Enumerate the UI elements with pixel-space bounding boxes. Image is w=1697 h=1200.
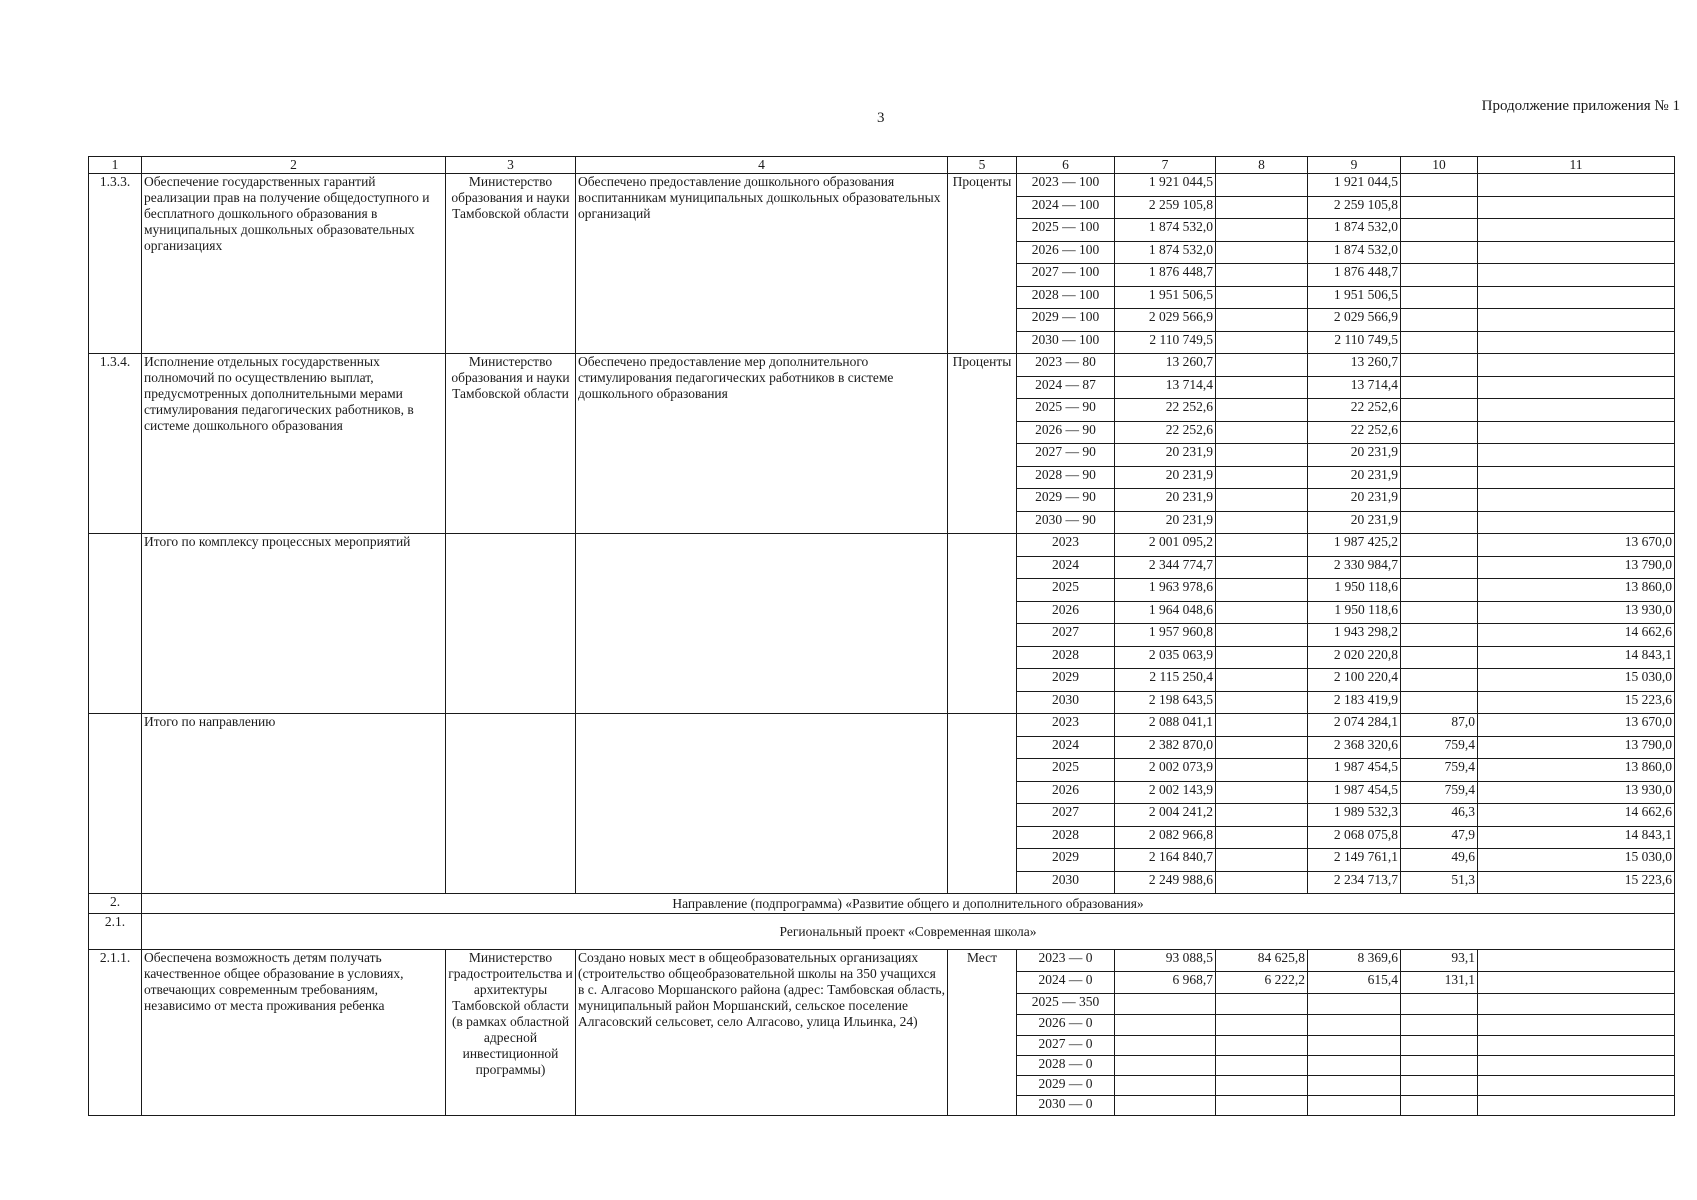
amount-cell	[1401, 489, 1478, 512]
amount-cell: 49,6	[1401, 849, 1478, 872]
year-value: 2030 — 90	[1017, 511, 1115, 534]
section-title: Направление (подпрограмма) «Развитие общего и дополнительного образования»	[142, 894, 1675, 914]
amount-cell: 2 074 284,1	[1308, 714, 1401, 737]
section-code: 2.1.	[89, 914, 142, 950]
amount-cell: 1 874 532,0	[1115, 241, 1216, 264]
year-value: 2029 — 100	[1017, 309, 1115, 332]
amount-cell: 2 259 105,8	[1308, 196, 1401, 219]
amount-cell: 2 382 870,0	[1115, 736, 1216, 759]
amount-cell: 1 950 118,6	[1308, 579, 1401, 602]
item-name: Итого по комплексу процессных мероприятий	[142, 534, 446, 714]
amount-cell	[1478, 399, 1675, 422]
amount-cell	[1216, 759, 1308, 782]
amount-cell	[1478, 950, 1675, 972]
amount-cell	[1115, 1096, 1216, 1116]
amount-cell: 14 843,1	[1478, 826, 1675, 849]
item-unit	[948, 534, 1017, 714]
table-row	[89, 950, 1675, 972]
amount-cell	[1401, 376, 1478, 399]
amount-cell	[1401, 241, 1478, 264]
table-row	[89, 714, 1675, 737]
amount-cell	[1478, 1015, 1675, 1036]
year-value: 2023 — 0	[1017, 950, 1115, 972]
amount-cell	[1401, 691, 1478, 714]
amount-cell	[1216, 781, 1308, 804]
amount-cell	[1401, 1056, 1478, 1076]
amount-cell	[1308, 1036, 1401, 1056]
year-value: 2024 — 87	[1017, 376, 1115, 399]
amount-cell: 1 957 960,8	[1115, 624, 1216, 647]
amount-cell	[1401, 264, 1478, 287]
amount-cell	[1401, 421, 1478, 444]
amount-cell: 1 921 044,5	[1115, 174, 1216, 197]
item-code	[89, 534, 142, 714]
year-value: 2025 — 90	[1017, 399, 1115, 422]
amount-cell	[1216, 556, 1308, 579]
amount-cell: 20 231,9	[1308, 444, 1401, 467]
year-value: 2026 — 0	[1017, 1015, 1115, 1036]
amount-cell	[1478, 489, 1675, 512]
item-unit: Проценты	[948, 174, 1017, 354]
item-name: Итого по направлению	[142, 714, 446, 894]
amount-cell	[1401, 1015, 1478, 1036]
amount-cell: 2 001 095,2	[1115, 534, 1216, 557]
amount-cell: 20 231,9	[1308, 466, 1401, 489]
amount-cell: 15 223,6	[1478, 691, 1675, 714]
year-value: 2023	[1017, 534, 1115, 557]
amount-cell	[1115, 1056, 1216, 1076]
amount-cell	[1216, 354, 1308, 377]
amount-cell	[1216, 174, 1308, 197]
amount-cell	[1115, 1015, 1216, 1036]
amount-cell	[1216, 534, 1308, 557]
amount-cell	[1478, 286, 1675, 309]
item-unit	[948, 714, 1017, 894]
amount-cell: 1 987 454,5	[1308, 781, 1401, 804]
amount-cell: 2 029 566,9	[1308, 309, 1401, 332]
col-header: 4	[576, 157, 948, 174]
section-row	[89, 894, 1675, 914]
amount-cell	[1216, 489, 1308, 512]
amount-cell: 2 368 320,6	[1308, 736, 1401, 759]
amount-cell	[1478, 972, 1675, 994]
item-name: Исполнение отдельных государственных полномочий по осуществлению выплат, предусмотренных дополнительными мерами стимулирования педагогических работников, в системе дошкольного образования	[142, 354, 446, 534]
amount-cell	[1216, 511, 1308, 534]
amount-cell: 14 662,6	[1478, 624, 1675, 647]
item-unit: Мест	[948, 950, 1017, 1116]
year-value: 2023 — 80	[1017, 354, 1115, 377]
col-header: 3	[446, 157, 576, 174]
amount-cell	[1216, 376, 1308, 399]
amount-cell	[1216, 994, 1308, 1015]
item-executor	[446, 714, 576, 894]
amount-cell: 14 843,1	[1478, 646, 1675, 669]
year-value: 2023	[1017, 714, 1115, 737]
amount-cell	[1401, 994, 1478, 1015]
amount-cell	[1308, 994, 1401, 1015]
amount-cell	[1216, 579, 1308, 602]
amount-cell	[1216, 241, 1308, 264]
amount-cell: 1 876 448,7	[1115, 264, 1216, 287]
amount-cell	[1478, 174, 1675, 197]
amount-cell: 46,3	[1401, 804, 1478, 827]
amount-cell	[1308, 1076, 1401, 1096]
col-header: 8	[1216, 157, 1308, 174]
amount-cell	[1216, 444, 1308, 467]
section-row	[89, 914, 1675, 950]
amount-cell	[1216, 264, 1308, 287]
amount-cell	[1308, 1015, 1401, 1036]
amount-cell	[1115, 994, 1216, 1015]
amount-cell	[1216, 601, 1308, 624]
year-value: 2029 — 90	[1017, 489, 1115, 512]
amount-cell: 22 252,6	[1308, 421, 1401, 444]
item-result	[576, 714, 948, 894]
amount-cell	[1478, 466, 1675, 489]
amount-cell	[1478, 309, 1675, 332]
amount-cell	[1401, 556, 1478, 579]
item-executor: Министерство образования и науки Тамбовской области	[446, 174, 576, 354]
year-value: 2026 — 90	[1017, 421, 1115, 444]
amount-cell: 2 115 250,4	[1115, 669, 1216, 692]
item-result: Обеспечено предоставление дошкольного образования воспитанникам муниципальных дошкольных образовательных организаций	[576, 174, 948, 354]
amount-cell: 93,1	[1401, 950, 1478, 972]
amount-cell: 22 252,6	[1115, 421, 1216, 444]
col-header: 1	[89, 157, 142, 174]
amount-cell: 2 259 105,8	[1115, 196, 1216, 219]
amount-cell	[1308, 1056, 1401, 1076]
year-value: 2030 — 0	[1017, 1096, 1115, 1116]
amount-cell	[1216, 691, 1308, 714]
year-value: 2024 — 100	[1017, 196, 1115, 219]
amount-cell	[1115, 1076, 1216, 1096]
col-header: 5	[948, 157, 1017, 174]
amount-cell: 1 874 532,0	[1115, 219, 1216, 242]
amount-cell: 2 164 840,7	[1115, 849, 1216, 872]
amount-cell: 1 874 532,0	[1308, 219, 1401, 242]
year-value: 2023 — 100	[1017, 174, 1115, 197]
item-unit: Проценты	[948, 354, 1017, 534]
item-result: Создано новых мест в общеобразовательных организациях (строительство общеобразовательной школы на 350 учащихся в с. Алгасово Моршанского района (адрес: Тамбовская область, муниципальный район Моршанский, сельское поселение Алгасовский сельсовет, село Алгасово, улица Ильинка, 24)	[576, 950, 948, 1116]
amount-cell	[1401, 331, 1478, 354]
col-header: 9	[1308, 157, 1401, 174]
amount-cell	[1401, 309, 1478, 332]
section-title: Региональный проект «Современная школа»	[142, 914, 1675, 950]
col-header: 2	[142, 157, 446, 174]
amount-cell	[1216, 219, 1308, 242]
amount-cell: 13 260,7	[1115, 354, 1216, 377]
amount-cell	[1216, 714, 1308, 737]
amount-cell	[1216, 646, 1308, 669]
amount-cell	[1216, 1056, 1308, 1076]
amount-cell: 131,1	[1401, 972, 1478, 994]
item-executor: Министерство градостроительства и архитектуры Тамбовской области (в рамках областной адресной инвестиционной программы)	[446, 950, 576, 1116]
year-value: 2029	[1017, 849, 1115, 872]
amount-cell: 2 344 774,7	[1115, 556, 1216, 579]
item-code: 2.1.1.	[89, 950, 142, 1116]
amount-cell: 13 260,7	[1308, 354, 1401, 377]
data-table-container	[88, 156, 1674, 1116]
amount-cell	[1308, 1096, 1401, 1116]
amount-cell	[1478, 1076, 1675, 1096]
year-value: 2028 — 90	[1017, 466, 1115, 489]
amount-cell	[1401, 579, 1478, 602]
item-code: 1.3.3.	[89, 174, 142, 354]
year-value: 2028 — 0	[1017, 1056, 1115, 1076]
year-value: 2029	[1017, 669, 1115, 692]
year-value: 2029 — 0	[1017, 1076, 1115, 1096]
year-value: 2030	[1017, 871, 1115, 894]
amount-cell	[1216, 736, 1308, 759]
amount-cell	[1216, 669, 1308, 692]
amount-cell	[1401, 466, 1478, 489]
amount-cell: 13 930,0	[1478, 781, 1675, 804]
year-value: 2027 — 100	[1017, 264, 1115, 287]
item-code: 1.3.4.	[89, 354, 142, 534]
amount-cell	[1478, 241, 1675, 264]
amount-cell: 1 876 448,7	[1308, 264, 1401, 287]
amount-cell	[1401, 444, 1478, 467]
amount-cell	[1216, 196, 1308, 219]
amount-cell	[1478, 376, 1675, 399]
amount-cell	[1401, 399, 1478, 422]
amount-cell	[1478, 264, 1675, 287]
amount-cell: 1 987 425,2	[1308, 534, 1401, 557]
year-value: 2025	[1017, 759, 1115, 782]
amount-cell	[1401, 511, 1478, 534]
col-header: 6	[1017, 157, 1115, 174]
amount-cell: 13 860,0	[1478, 579, 1675, 602]
col-header: 7	[1115, 157, 1216, 174]
data-table	[88, 156, 1675, 1116]
amount-cell: 87,0	[1401, 714, 1478, 737]
item-executor	[446, 534, 576, 714]
amount-cell: 1 964 048,6	[1115, 601, 1216, 624]
amount-cell	[1478, 1056, 1675, 1076]
amount-cell	[1401, 174, 1478, 197]
amount-cell: 2 082 966,8	[1115, 826, 1216, 849]
amount-cell	[1478, 1096, 1675, 1116]
amount-cell: 20 231,9	[1308, 489, 1401, 512]
amount-cell: 15 030,0	[1478, 669, 1675, 692]
amount-cell: 13 670,0	[1478, 714, 1675, 737]
section-code: 2.	[89, 894, 142, 914]
table-row	[89, 534, 1675, 557]
amount-cell: 1 951 506,5	[1308, 286, 1401, 309]
amount-cell: 2 029 566,9	[1115, 309, 1216, 332]
amount-cell: 2 004 241,2	[1115, 804, 1216, 827]
amount-cell	[1478, 196, 1675, 219]
amount-cell: 1 951 506,5	[1115, 286, 1216, 309]
year-value: 2025	[1017, 579, 1115, 602]
item-name: Обеспечение государственных гарантий реализации прав на получение общедоступного и бесплатного дошкольного образования в муниципальных дошкольных образовательных организациях	[142, 174, 446, 354]
amount-cell	[1401, 1036, 1478, 1056]
amount-cell	[1216, 466, 1308, 489]
amount-cell: 2 100 220,4	[1308, 669, 1401, 692]
amount-cell: 15 030,0	[1478, 849, 1675, 872]
year-value: 2030	[1017, 691, 1115, 714]
amount-cell: 20 231,9	[1308, 511, 1401, 534]
year-value: 2025 — 100	[1017, 219, 1115, 242]
amount-cell	[1401, 1076, 1478, 1096]
table-row	[89, 354, 1675, 377]
amount-cell: 20 231,9	[1115, 444, 1216, 467]
amount-cell: 1 943 298,2	[1308, 624, 1401, 647]
amount-cell	[1216, 804, 1308, 827]
amount-cell: 13 714,4	[1308, 376, 1401, 399]
amount-cell: 2 002 073,9	[1115, 759, 1216, 782]
item-code	[89, 714, 142, 894]
amount-cell: 1 987 454,5	[1308, 759, 1401, 782]
amount-cell	[1401, 669, 1478, 692]
amount-cell: 2 110 749,5	[1115, 331, 1216, 354]
amount-cell	[1216, 849, 1308, 872]
col-header: 10	[1401, 157, 1478, 174]
amount-cell	[1216, 1015, 1308, 1036]
amount-cell: 1 963 978,6	[1115, 579, 1216, 602]
amount-cell: 8 369,6	[1308, 950, 1401, 972]
amount-cell: 13 670,0	[1478, 534, 1675, 557]
amount-cell: 13 860,0	[1478, 759, 1675, 782]
amount-cell: 2 002 143,9	[1115, 781, 1216, 804]
amount-cell	[1115, 1036, 1216, 1056]
item-name: Обеспечена возможность детям получать качественное общее образование в условиях, отвечающих современным требованиям, независимо от места проживания ребенка	[142, 950, 446, 1116]
amount-cell: 2 249 988,6	[1115, 871, 1216, 894]
amount-cell: 51,3	[1401, 871, 1478, 894]
amount-cell	[1401, 534, 1478, 557]
amount-cell	[1478, 331, 1675, 354]
amount-cell: 22 252,6	[1308, 399, 1401, 422]
amount-cell	[1478, 511, 1675, 534]
amount-cell: 6 968,7	[1115, 972, 1216, 994]
amount-cell	[1216, 399, 1308, 422]
amount-cell	[1216, 1036, 1308, 1056]
table-row	[89, 174, 1675, 197]
amount-cell	[1216, 421, 1308, 444]
amount-cell: 1 950 118,6	[1308, 601, 1401, 624]
amount-cell: 47,9	[1401, 826, 1478, 849]
amount-cell: 759,4	[1401, 736, 1478, 759]
amount-cell	[1478, 219, 1675, 242]
year-value: 2024	[1017, 736, 1115, 759]
year-value: 2026 — 100	[1017, 241, 1115, 264]
page-number: 3	[877, 110, 885, 126]
year-value: 2027	[1017, 804, 1115, 827]
item-result: Обеспечено предоставление мер дополнительного стимулирования педагогических работников в системе дошкольного образования	[576, 354, 948, 534]
amount-cell: 2 020 220,8	[1308, 646, 1401, 669]
amount-cell: 2 068 075,8	[1308, 826, 1401, 849]
amount-cell: 759,4	[1401, 759, 1478, 782]
amount-cell	[1401, 601, 1478, 624]
year-value: 2027 — 90	[1017, 444, 1115, 467]
amount-cell: 2 110 749,5	[1308, 331, 1401, 354]
amount-cell: 2 198 643,5	[1115, 691, 1216, 714]
amount-cell	[1478, 421, 1675, 444]
col-header: 11	[1478, 157, 1675, 174]
amount-cell	[1216, 1076, 1308, 1096]
amount-cell	[1216, 871, 1308, 894]
amount-cell	[1216, 624, 1308, 647]
amount-cell: 20 231,9	[1115, 466, 1216, 489]
amount-cell: 2 088 041,1	[1115, 714, 1216, 737]
column-number-row	[89, 157, 1675, 174]
amount-cell: 759,4	[1401, 781, 1478, 804]
year-value: 2026	[1017, 781, 1115, 804]
amount-cell: 84 625,8	[1216, 950, 1308, 972]
amount-cell	[1401, 624, 1478, 647]
amount-cell: 615,4	[1308, 972, 1401, 994]
amount-cell	[1401, 219, 1478, 242]
amount-cell: 2 330 984,7	[1308, 556, 1401, 579]
amount-cell: 14 662,6	[1478, 804, 1675, 827]
amount-cell: 6 222,2	[1216, 972, 1308, 994]
amount-cell: 13 790,0	[1478, 736, 1675, 759]
amount-cell	[1478, 354, 1675, 377]
amount-cell	[1216, 309, 1308, 332]
year-value: 2027 — 0	[1017, 1036, 1115, 1056]
year-value: 2028	[1017, 646, 1115, 669]
amount-cell	[1401, 1096, 1478, 1116]
amount-cell	[1478, 444, 1675, 467]
amount-cell: 2 149 761,1	[1308, 849, 1401, 872]
item-executor: Министерство образования и науки Тамбовской области	[446, 354, 576, 534]
amount-cell	[1216, 826, 1308, 849]
year-value: 2025 — 350	[1017, 994, 1115, 1015]
year-value: 2026	[1017, 601, 1115, 624]
amount-cell: 1 874 532,0	[1308, 241, 1401, 264]
year-value: 2028 — 100	[1017, 286, 1115, 309]
amount-cell	[1216, 1096, 1308, 1116]
amount-cell: 2 035 063,9	[1115, 646, 1216, 669]
amount-cell: 1 989 532,3	[1308, 804, 1401, 827]
amount-cell: 15 223,6	[1478, 871, 1675, 894]
amount-cell: 20 231,9	[1115, 511, 1216, 534]
amount-cell	[1478, 1036, 1675, 1056]
amount-cell: 13 930,0	[1478, 601, 1675, 624]
amount-cell	[1401, 286, 1478, 309]
amount-cell: 93 088,5	[1115, 950, 1216, 972]
amount-cell	[1216, 331, 1308, 354]
item-result	[576, 534, 948, 714]
amount-cell: 22 252,6	[1115, 399, 1216, 422]
amount-cell	[1401, 646, 1478, 669]
continuation-note: Продолжение приложения № 1	[1481, 98, 1680, 114]
amount-cell	[1478, 994, 1675, 1015]
year-value: 2027	[1017, 624, 1115, 647]
amount-cell: 13 790,0	[1478, 556, 1675, 579]
year-value: 2024 — 0	[1017, 972, 1115, 994]
amount-cell: 20 231,9	[1115, 489, 1216, 512]
year-value: 2024	[1017, 556, 1115, 579]
amount-cell	[1401, 354, 1478, 377]
year-value: 2028	[1017, 826, 1115, 849]
year-value: 2030 — 100	[1017, 331, 1115, 354]
amount-cell: 2 183 419,9	[1308, 691, 1401, 714]
amount-cell: 13 714,4	[1115, 376, 1216, 399]
amount-cell: 1 921 044,5	[1308, 174, 1401, 197]
amount-cell	[1401, 196, 1478, 219]
amount-cell: 2 234 713,7	[1308, 871, 1401, 894]
amount-cell	[1216, 286, 1308, 309]
